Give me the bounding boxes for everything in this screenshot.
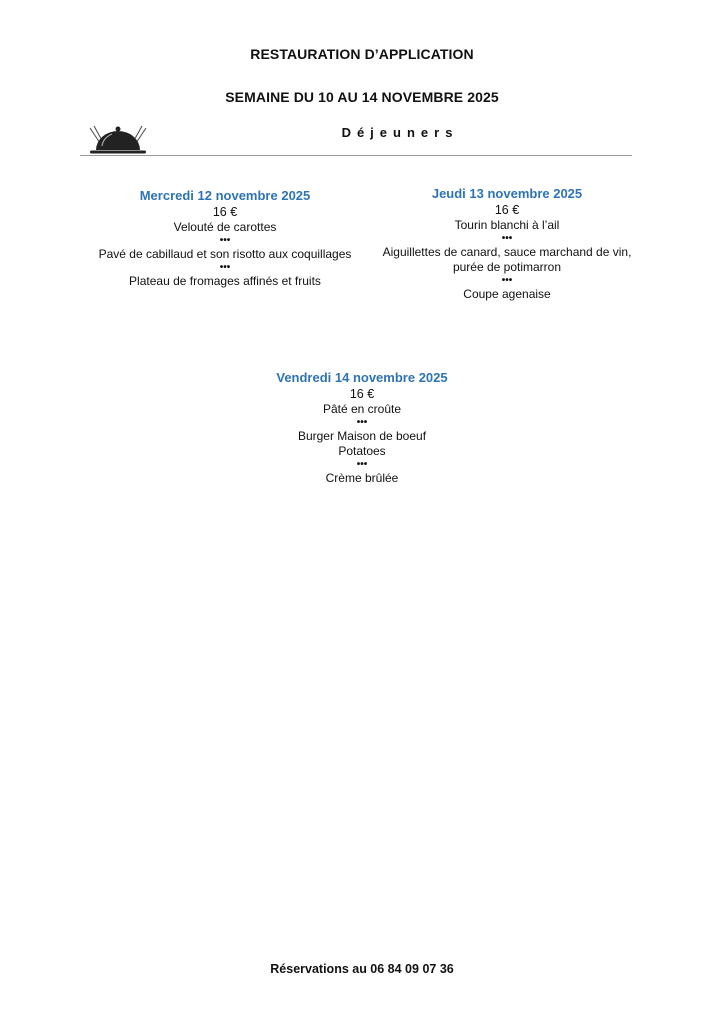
menu-starter: Velouté de carottes — [173, 220, 277, 234]
cloche-icon — [82, 122, 154, 158]
menu-thursday — [372, 186, 642, 302]
course-separator: ••• — [356, 459, 368, 470]
menu-starter: Tourin blanchi à l’ail — [454, 218, 560, 232]
menu-dessert: Crème brûlée — [325, 471, 399, 485]
menu-price: 16 € — [212, 205, 238, 219]
course-separator: ••• — [501, 275, 513, 286]
menu-friday — [227, 370, 497, 486]
menu-dessert: Coupe agenaise — [463, 287, 551, 301]
reservation-phone: Réservations au 06 84 09 07 36 — [270, 962, 454, 976]
menu-wednesday — [90, 188, 360, 289]
menu-starter: Pâté en croûte — [322, 402, 402, 416]
menu-price: 16 € — [349, 387, 375, 401]
course-separator: ••• — [219, 262, 231, 273]
day-heading: Vendredi 14 novembre 2025 — [276, 370, 448, 385]
menu-main-line1: Aiguillettes de canard, sauce marchand de vin, — [382, 245, 632, 259]
day-heading: Jeudi 13 novembre 2025 — [431, 186, 583, 201]
week-subtitle: SEMAINE DU 10 AU 14 NOVEMBRE 2025 — [225, 89, 499, 105]
day-heading: Mercredi 12 novembre 2025 — [139, 188, 311, 203]
page-title: RESTAURATION D’APPLICATION — [250, 46, 474, 62]
course-separator: ••• — [501, 233, 513, 244]
course-separator: ••• — [219, 235, 231, 246]
menu-price: 16 € — [494, 203, 520, 217]
menu-main-line1: Burger Maison de boeuf — [297, 429, 427, 443]
menu-main-line2: Potatoes — [338, 444, 386, 458]
section-title: Déjeuners — [341, 125, 459, 140]
menu-dessert: Plateau de fromages affinés et fruits — [129, 274, 321, 288]
course-separator: ••• — [356, 417, 368, 428]
header-divider — [80, 155, 632, 156]
menu-main: Pavé de cabillaud et son risotto aux coquillages — [98, 247, 352, 261]
menu-main-line2: purée de potimarron — [452, 260, 562, 274]
